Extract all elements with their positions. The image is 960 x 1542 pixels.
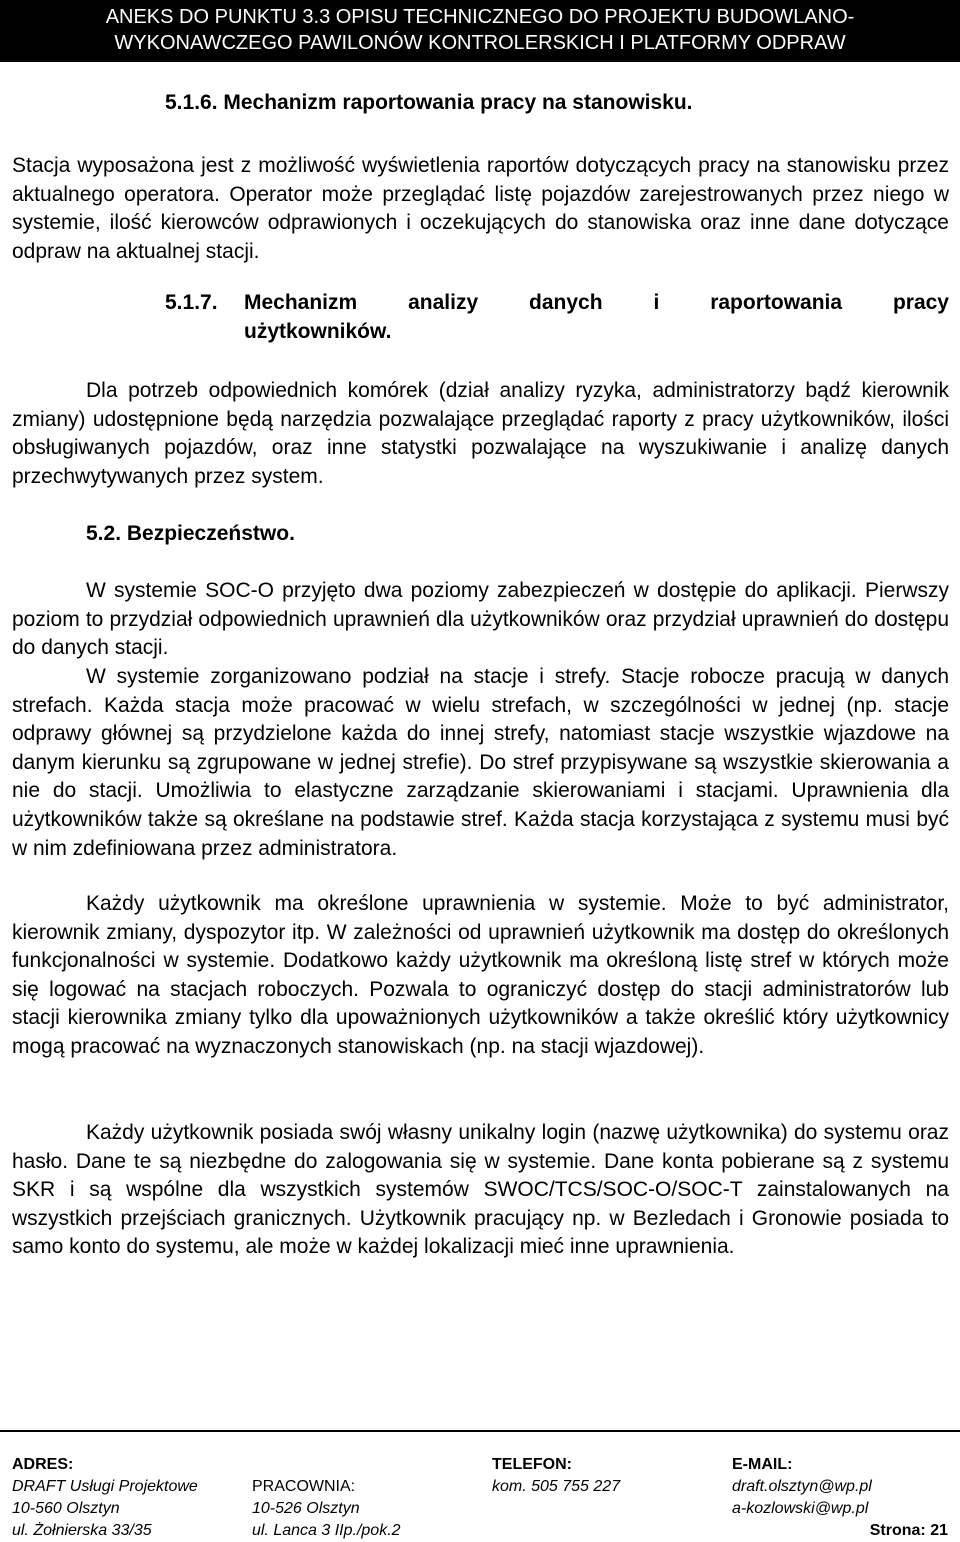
paragraph-5-2-2: W systemie zorganizowano podział na stacje i strefy. Stacje robocze pracują w danych strefach. Każda stacja może pracować w wielu strefach, w szczególności w jednej (np. stacje odprawy głównej są przydzielone każda do innej strefy, natomiast stacje wszystkie wjazdowe na danym kierunku są zgrupowane w jednej strefie). Do stref przypisywane są wszystkie skierowania a nie do stacji. Umożliwia to elastyczne zarządzanie skierowaniami i stacjami. Uprawnienia dla użytkowników także są określane na podstawie stref. Każda stacja korzystająca z systemu musi być w nim zdefiniowana przez administratora. [12,665,949,860]
heading-5-1-7-line2: użytkowników. [244,320,392,343]
paragraph-5-2-4: Każdy użytkownik posiada swój własny unikalny login (nazwę użytkownika) do systemu oraz hasło. Dane te są niezbędne do zalogowania się w systemie. Dane konta pobierane są z systemu SKR i są wspólne dla wszystkich systemów SWOC/TCS/SOC-O/SOC-T zainstalowanych na wszystkich przejściach granicznych. Użytkownik pracujący np. w Bezledach i Gronowie posiada to samo konto do systemu, ale może w każdej lokalizacji mieć inne uprawnienia. [12,1121,949,1259]
footer-phone [492,1454,620,1498]
document-header [0,0,960,62]
paragraph-5-1-6: Stacja wyposażona jest z możliwość wyświetlenia raportów dotyczących pracy na stanowisku przez aktualnego operatora. Operator może przeglądać listę pojazdów zarejestrowanych przez niego w systemie, ilość kierowców odprawionych i oczekujących do stanowiska oraz inne dane dotyczące odpraw na aktualnej stacji. [12,154,949,263]
header-line-1: ANEKS DO PUNKTU 3.3 OPISU TECHNICZNEGO DO PROJEKTU BUDOWLANO- [105,6,855,28]
footer-address-label: ADRES: [12,1456,74,1473]
page-number: Strona: 21 [869,1522,948,1539]
footer-phone-label: TELEFON: [492,1456,572,1473]
heading-5-1-7-number: 5.1.7. [165,291,218,314]
footer-workshop [252,1454,401,1542]
footer-address-line2: 10-560 Olsztyn [12,1500,120,1517]
footer-phone-number: kom. 505 755 227 [492,1478,621,1495]
footer-workshop-line2: ul. Lanca 3 IIp./pok.2 [252,1522,401,1539]
footer-address-line1: DRAFT Usługi Projektowe [12,1478,198,1495]
footer-email-2[interactable]: a-kozlowski@wp.pl [732,1500,869,1517]
footer-email [732,1454,872,1520]
footer-workshop-line1: 10-526 Olsztyn [252,1500,360,1517]
header-line-2: WYKONAWCZEGO PAWILONÓW KONTROLERSKICH I PLATFORMY ODPRAW [114,32,846,54]
footer-email-1[interactable]: draft.olsztyn@wp.pl [732,1478,872,1495]
paragraph-5-1-7: Dla potrzeb odpowiednich komórek (dział analizy ryzyka, administratorzy bądź kierownik zmiany) udostępnione będą narzędzia pozwalające przeglądać raporty z pracy użytkowników, ilości obsługiwanych pojazdów, oraz inne statystki pozwalające na wyszukiwanie i analizę danych przechwytywanych przez system. [12,379,949,488]
paragraph-5-2-3: Każdy użytkownik ma określone uprawnienia w systemie. Może to być administrator, kierownik zmiany, dyspozytor itp. W zależności od uprawnień użytkownik ma dostęp do określonych funkcjonalności w systemie. Dodatkowo każdy użytkownik ma określoną listę stref w których może się logować na stacjach roboczych. Pozwala to ograniczyć dostęp do stacji administratorów lub stacji kierownika zmiany tylko dla upoważnionych użytkowników a także określić który użytkownicy mogą pracować na wyznaczonych stanowiskach (np. na stacji wjazdowej). [12,892,949,1058]
footer-email-label: E-MAIL: [732,1456,793,1473]
footer-workshop-label: PRACOWNIA: [252,1478,356,1495]
footer-address [12,1454,198,1542]
document-footer [0,1430,960,1541]
heading-5-1-6: 5.1.6. Mechanizm raportowania pracy na stanowisku. [165,91,693,114]
heading-5-2: 5.2. Bezpieczeństwo. [86,522,295,545]
paragraph-5-2-1: W systemie SOC-O przyjęto dwa poziomy zabezpieczeń w dostępie do aplikacji. Pierwszy poziom to przydział odpowiednich uprawnień dla użytkowników oraz przydział uprawnień do dostępu do danych stacji. [12,579,949,660]
heading-5-1-7-line1: Mechanizm analizy danych i raportowania pracy [244,291,949,314]
footer-address-line3: ul. Żołnierska 33/35 [12,1522,152,1539]
